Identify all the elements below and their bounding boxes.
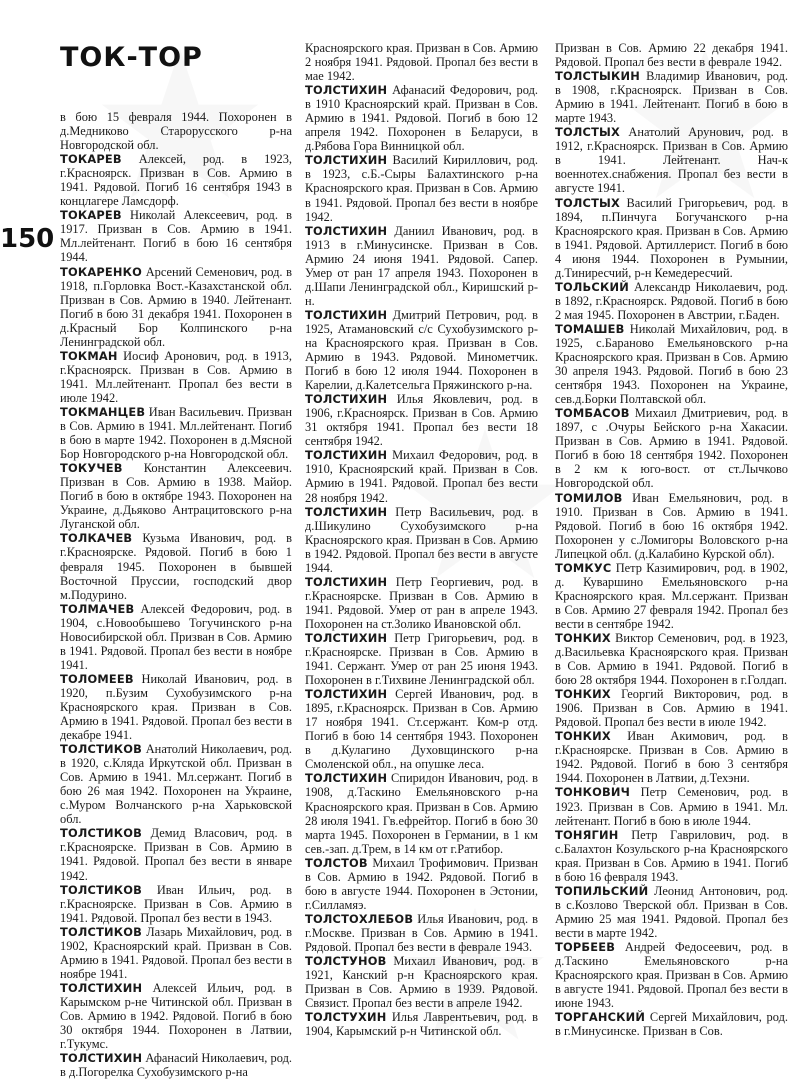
entry-text: Василий Кириллович, род. в 1923, с.Б.-Сыры Балахтинского р-на Красноярского края. Призван в Сов. Армию в 1941. Рядовой. Пропал без вести в ноябре 1942. <box>305 153 538 224</box>
entry <box>305 153 538 223</box>
entry <box>555 1010 788 1038</box>
entry <box>555 785 788 827</box>
entry-text: Петр Георгиевич, род. в г.Красноярске. Призван в Сов. Армию в 1941. Рядовой. Умер от ран в апреле 1943. Похоронен на ст.Золико Ивановской обл. <box>305 574 538 631</box>
entry-text: Афанасий Николаевич, род. в д.Погорелка Сухобузимского р-на <box>60 1051 292 1079</box>
entry-text: Василий Григорьевич, род. в 1894, п.Пинчуга Богучанского р-на Красноярского края. Призван в Сов. Армию в 1941. Рядовой. Артиллерист. Погиб в бою 4 июня 1944. Похоронен в Румынии, д.Тиниресчий, р-н Кемедересчий. <box>555 195 788 280</box>
entry-text: Анатолий Николаевич, род. в 1920, с.Кляда Иркутской обл. Призван в Сов. Армию в 1941. Мл.сержант. Погиб в бою 26 мая 1942. Похоронен на Украине, с.Муром Волчанского р-на Харьковской обл. <box>60 742 292 827</box>
entry-text: Владимир Иванович, род. в 1908, г.Красноярск. Призван в Сов. Армию в 1941. Лейтенант. Погиб в бою в марте 1943. <box>555 69 788 126</box>
entry-surname: ТОНКОВИЧ <box>555 785 630 800</box>
entry-surname: ТОЛСТУХИН <box>305 1010 387 1025</box>
entry-text: Михаил Иванович, род. в 1921, Канский р-н Красноярского края. Призван в Сов. Армию в 1939. Рядовой. Связист. Пропал без вести в апреле 1942. <box>305 954 538 1011</box>
column-right <box>555 41 788 1038</box>
entry-text: Кузьма Иванович, род. в г.Красноярске. Рядовой. Погиб в бою 1 февраля 1945. Похоронен в бывшей Восточной Пруссии, господский двор м.Подурино. <box>60 531 292 602</box>
entry-text: Призван в Сов. Армию 22 декабря 1941. Рядовой. Пропал без вести в феврале 1942. <box>555 41 788 70</box>
entry <box>60 1051 292 1079</box>
entry-surname: ТОЛСТИХИН <box>305 448 388 463</box>
entry-surname: ТОЛСТИХИН <box>305 223 388 238</box>
entry <box>555 491 788 561</box>
entry-surname: ТОЛСТОВ <box>305 855 368 870</box>
entry <box>60 925 292 981</box>
entry <box>555 828 788 884</box>
entry <box>305 392 538 448</box>
entry <box>305 954 538 1010</box>
entry-text: Виктор Семенович, род. в 1923, д.Васильевка Красноярского края. Призван в Сов. Армию в 1941. Рядовой. Погиб в бою 28 октября 1944. Похоронен в г.Голдап. <box>555 630 789 688</box>
entry-surname: ТОКУЧЕВ <box>60 461 123 476</box>
entry-text: Иосиф Аронович, род. в 1913, г.Красноярск. Призван в Сов. Армию в 1941. Мл.лейтенант. Пропал без вести в июле 1942. <box>60 348 292 405</box>
entry <box>60 152 292 208</box>
entry <box>305 83 538 153</box>
entry-text: Иван Акимович, род. в г.Красноярске. Призван в Сов. Армию в 1942. Рядовой. Погиб в бою 3 сентября 1944. Похоронен в Латвии, д.Техэни. <box>555 729 788 786</box>
entry <box>305 1010 538 1038</box>
entry <box>305 575 538 631</box>
entry-surname: ТОЛСТИХИН <box>305 83 388 98</box>
entry-surname: ТОЛСТИХИН <box>305 687 388 702</box>
entry-text: Спиридон Иванович, род. в 1908, д.Таскино Емельяновского р-на Красноярского края. Призван в Сов. Армию 28 июля 1941. Гв.ефрейтор. Погиб в бою 30 марта 1945. Похоронен в Германии, в 1 км сев.-зап. д.Трем, в 14 км от г.Ратибор. <box>305 771 538 856</box>
entry-text: Анатолий Арунович, род. в 1912, г.Красноярск. Призван в Сов. Армию в 1941. Лейтенант. Нач-к военнотех.снабжения. Пропал без вести в августе 1941. <box>555 125 788 196</box>
entry-surname: ТОЛСТИХИН <box>305 630 388 645</box>
entry-text: Иван Васильевич. Призван в Сов. Армию в 1941. Мл.лейтенант. Погиб в бою в марте 1942. Похоронен в д.Мясной Бор Новгородского р-на Новгородской обл. <box>60 404 292 462</box>
entry-text: Даниил Иванович, род. в 1913 в г.Минусинске. Призван в Сов. Армию 24 июня 1941. Рядовой. Сапер. Умер от ран 17 апреля 1943. Похоронен в д.Шапи Ленинградской обл., Киришский р-н. <box>305 223 538 308</box>
entry-surname: ТОЛЬСКИЙ <box>555 279 629 294</box>
entry <box>305 631 538 687</box>
entry-text: Сергей Иванович, род. в 1895, г.Красноярск. Призван в Сов. Армию 17 ноября 1941. Ст.сержант. Ком-р отд. Погиб в бою 14 сентября 1943. Похоронен в д.Кулагино Духовщинского р-на Смоленской обл., на опушке леса. <box>305 687 538 772</box>
entry-text: Илья Иванович, род. в г.Москве. Призван в Сов. Армию в 1941. Рядовой. Пропал без вести в феврале 1943. <box>305 911 538 954</box>
entry <box>60 208 292 264</box>
entry-surname: ТОНКИХ <box>555 630 611 645</box>
entry <box>305 912 538 954</box>
entry-text: Александр Николаевич, род. в 1892, г.Красноярск. Рядовой. Погиб в бою 2 мая 1945. Похоронен в Австрии, г.Баден. <box>555 279 788 322</box>
entry <box>555 729 788 785</box>
entry <box>555 631 788 687</box>
entry-surname: ТОНЯГИН <box>555 827 619 842</box>
entry-text: Илья Яковлевич, род. в 1906, г.Красноярск. Призван в Сов. Армию 31 октября 1941. Пропал без вести 18 сентября 1942. <box>305 392 538 449</box>
entry-text: Петр Казимирович, род. в 1902, д. Куваршино Емельяновского р-на Красноярского края. Мл.сержант. Призван в Сов. Армию 27 февраля 1942. Пропал без вести в сентябре 1942. <box>555 560 788 631</box>
entry <box>555 561 788 631</box>
entry-surname: ТОРГАНСКИЙ <box>555 1010 646 1025</box>
entry <box>60 349 292 405</box>
entry-text: Иван Емельянович, род. в 1910. Призван в Сов. Армию в 1941. Рядовой. Погиб в бою 16 октября 1942. Похоронен у с.Ломигоры Воловского р-на Липецкой обл. (д.Калабино Курской обл). <box>555 490 788 561</box>
entry-surname: ТОЛСТИХИН <box>305 392 388 407</box>
entry-surname: ТОКМАН <box>60 348 118 363</box>
column-middle <box>305 41 538 1038</box>
entry-surname: ТОЛСТИХИН <box>60 1051 143 1066</box>
entry-text: Илья Лаврентьевич, род. в 1904, Карымский р-н Читинской обл. <box>305 1010 538 1039</box>
entry <box>305 41 538 83</box>
entry <box>305 856 538 912</box>
entry-text: Константин Алексеевич. Призван в Сов. Армию в 1938. Майор. Погиб в бою в октябре 1943. Похоронен на Украине, д.Дьяково Антрацитовского р-на Луганской обл. <box>60 461 292 532</box>
entry <box>555 940 788 1010</box>
entry <box>60 742 292 826</box>
entry <box>305 771 538 855</box>
entry <box>60 981 292 1051</box>
entry-text: Петр Гаврилович, род. в с.Балахтон Козульского р-на Красноярского края. Призван в Сов. Армию в 1941. Погиб в бою 16 февраля 1943. <box>555 827 788 884</box>
entry-text: в бою 15 февраля 1944. Похоронен в д.Медниково Старорусского р-на Новгородской обл. <box>60 110 292 153</box>
entry-surname: ТОЛСТИХИН <box>305 307 388 322</box>
entry-surname: ТОМКУС <box>555 560 612 575</box>
entry-text: Сергей Михайлович, род. в г.Минусинске. Призван в Сов. <box>555 1010 788 1039</box>
entry-text: Афанасий Федорович, род. в 1910 Красноярский край. Призван в Сов. Армию в 1941. Рядовой. Погиб в бою 12 апреля 1942. Похоронен в Беларуси, в д.Рябова Гора Винницкой обл. <box>305 83 538 154</box>
entry-surname: ТОКАРЕВ <box>60 152 122 167</box>
entry-text: Петр Васильевич, род. в д.Шикулино Сухобузимского р-на Красноярского края. Призван в Сов. Армию в 1942. Рядовой. Пропал без вести в августе 1944. <box>305 504 538 575</box>
entry <box>60 531 292 601</box>
entry <box>60 461 292 531</box>
entry-surname: ТОЛСТИХИН <box>305 504 388 519</box>
entry-surname: ТОЛСТИХИН <box>305 153 388 168</box>
entry-surname: ТОКАРЕНКО <box>60 264 143 279</box>
entry <box>305 505 538 575</box>
entry-text: Красноярского края. Призван в Сов. Армию 2 ноября 1941. Рядовой. Пропал без вести в мае 1942. <box>305 41 538 84</box>
entry <box>555 69 788 125</box>
entry-surname: ТОМАШЕВ <box>555 321 625 336</box>
entry-text: Петр Григорьевич, род. в г.Красноярске. Призван в Сов. Армию в 1941. Сержант. Умер от ран 25 июня 1943. Похоронен в г.Тихвине Ленинградской обл. <box>305 630 538 688</box>
entry-text: Николай Михайлович, род. в 1925, с.Бараново Емельяновского р-на Красноярского края. Призван в Сов. Армию 30 апреля 1943. Рядовой. Погиб в бою 23 сентября 1943. Похоронен на Украине, сев.д.Борки Полтавской обл. <box>555 321 788 407</box>
entry-text: Алексей, род. в 1923, г.Красноярск. Призван в Сов. Армию в 1941. Рядовой. Погиб 16 сентября 1943 в концлагере Ламсдорф. <box>60 152 292 209</box>
entry <box>555 125 788 195</box>
entry-surname: ТОКМАНЦЕВ <box>60 404 146 419</box>
entry <box>60 826 292 882</box>
entry <box>555 322 788 406</box>
entry <box>305 224 538 308</box>
entry-surname: ТОЛСТУНОВ <box>305 954 387 969</box>
entry-surname: ТОЛСТИХИН <box>305 574 388 589</box>
entry <box>555 280 788 322</box>
entry <box>60 602 292 672</box>
column-left <box>60 110 292 1079</box>
entry-surname: ТОЛСТЫХ <box>555 125 621 140</box>
entry-text: Демид Власович, род. в г.Красноярске. Призван в Сов. Армию в 1941. Рядовой. Пропал без вести в январе 1942. <box>60 826 292 883</box>
entry-surname: ТОНКИХ <box>555 729 611 744</box>
entry-surname: ТОНКИХ <box>555 687 611 702</box>
entry-surname: ТОЛСТИКОВ <box>60 742 143 757</box>
entry-text: Николай Иванович, род. в 1920, п.Бузим Сухобузимского р-на Красноярского края. Призван в Сов. Армию в 1941. Рядовой. Пропал без вести в декабре 1941. <box>60 671 292 743</box>
entry-surname: ТОМБАСОВ <box>555 406 630 421</box>
entry-surname: ТОЛСТИКОВ <box>60 826 143 841</box>
entry <box>60 883 292 925</box>
entry <box>60 672 292 742</box>
entry <box>555 406 788 490</box>
entry-surname: ТОЛОМЕЕВ <box>60 671 134 686</box>
entry-text: Иван Ильич, род. в г.Красноярске. Призван в Сов. Армию в 1941. Рядовой. Пропал без вести в 1943. <box>60 882 292 925</box>
entry-text: Алексей Ильич, род. в Карымском р-не Читинской обл. Призван в Сов. Армию в 1942. Рядовой. Погиб в бою 30 октября 1944. Похоронен в Латвии, г.Тукумс. <box>60 980 292 1052</box>
entry-text: Лазарь Михайлович, род. в 1902, Красноярский край. Призван в Сов. Армию в 1941. Рядовой. Пропал без вести в ноябре 1941. <box>60 924 292 981</box>
page-number: 150 <box>0 224 55 254</box>
entry-text: Алексей Федорович, род. в 1904, с.Новообышево Тогучинского р-на Новосибирской обл. Призван в Сов. Армию в 1941. Рядовой. Пропал без вести в ноябре 1941. <box>60 601 292 672</box>
entry <box>305 308 538 392</box>
entry <box>555 884 788 940</box>
entry <box>305 448 538 504</box>
entry-text: Петр Семенович, род. в 1923. Призван в Сов. Армию в 1941. Мл. лейтенант. Погиб в бою в июле 1944. <box>555 785 788 828</box>
entry-surname: ТОЛМАЧЕВ <box>60 601 135 616</box>
entry <box>555 196 788 280</box>
page-header: ТОК-ТОР <box>60 42 203 73</box>
entry-text: Андрей Федосеевич, род. в д.Таскино Емельяновского р-на Красноярского края. Призван в Сов. Армию в августе 1941. Рядовой. Пропал без вести в июне 1943. <box>555 940 788 1011</box>
entry-text: Георгий Викторович, род. в 1906. Призван в Сов. Армию в 1941. Рядовой. Пропал без вести в июле 1942. <box>555 687 788 730</box>
entry-surname: ТОЛСТИКОВ <box>60 882 143 897</box>
entry-surname: ТОМИЛОВ <box>555 490 623 505</box>
entry-text: Михаил Трофимович. Призван в Сов. Армию в 1942. Рядовой. Погиб в бою в августе 1944. Похоронен в Эстонии, г.Силламяэ. <box>305 855 538 912</box>
entry-text: Дмитрий Петрович, род. в 1925, Атамановский с/с Сухобузимского р-на Красноярского края. Призван в Сов. Армию в 1943. Рядовой. Минометчик. Погиб в бою 12 июля 1944. Похоронен в Карелии, д.Калетсельга Пряжинского р-на. <box>305 307 538 393</box>
entry <box>60 265 292 349</box>
entry <box>555 687 788 729</box>
entry-surname: ТОЛСТЫКИН <box>555 69 641 84</box>
entry-surname: ТОКАРЕВ <box>60 208 122 223</box>
entry-surname: ТОЛСТИКОВ <box>60 924 143 939</box>
entry <box>60 110 292 152</box>
entry-surname: ТОПИЛЬСКИЙ <box>555 883 649 898</box>
entry-surname: ТОЛСТИХИН <box>305 771 388 786</box>
entry <box>305 687 538 771</box>
entry <box>60 405 292 461</box>
entry-text: Михаил Федорович, род. в 1910, Красноярский край. Призван в Сов. Армию в 1941. Рядовой. Пропал без вести 28 ноября 1942. <box>305 448 538 505</box>
entry-surname: ТОРБЕЕВ <box>555 940 616 954</box>
entry-text: Михаил Дмитриевич, род. в 1897, с .Очуры Бейского р-на Хакасии. Призван в Сов. Армию в 1941. Рядовой. Погиб в бою 18 сентября 1942. Похоронен в 2 км к юго-вост. от ст.Лычково Новгородской обл. <box>555 406 788 491</box>
entry-surname: ТОЛКАЧЕВ <box>60 531 133 546</box>
entry <box>555 41 788 69</box>
entry-text: Арсений Семенович, род. в 1918, п.Горловка Вост.-Казахстанской обл. Призван в Сов. Армию в 1940. Лейтенант. Погиб в бою 31 декабря 1941. Похоронен в д.Красный Бор Колпинского р-на Ленинградской обл. <box>60 264 292 349</box>
entry-surname: ТОЛСТЫХ <box>555 195 621 210</box>
entry-text: Леонид Антонович, род. в с.Козлово Тверской обл. Призван в Сов. Армию 25 мая 1941. Рядовой. Пропал без вести в марте 1942. <box>555 883 788 940</box>
entry-surname: ТОЛСТОХЛЕБОВ <box>305 911 414 926</box>
entry-surname: ТОЛСТИХИН <box>60 980 143 995</box>
entry-text: Николай Алексеевич, род. в 1917. Призван в Сов. Армию в 1941. Мл.лейтенант. Погиб в бою 16 сентября 1944. <box>60 208 292 265</box>
